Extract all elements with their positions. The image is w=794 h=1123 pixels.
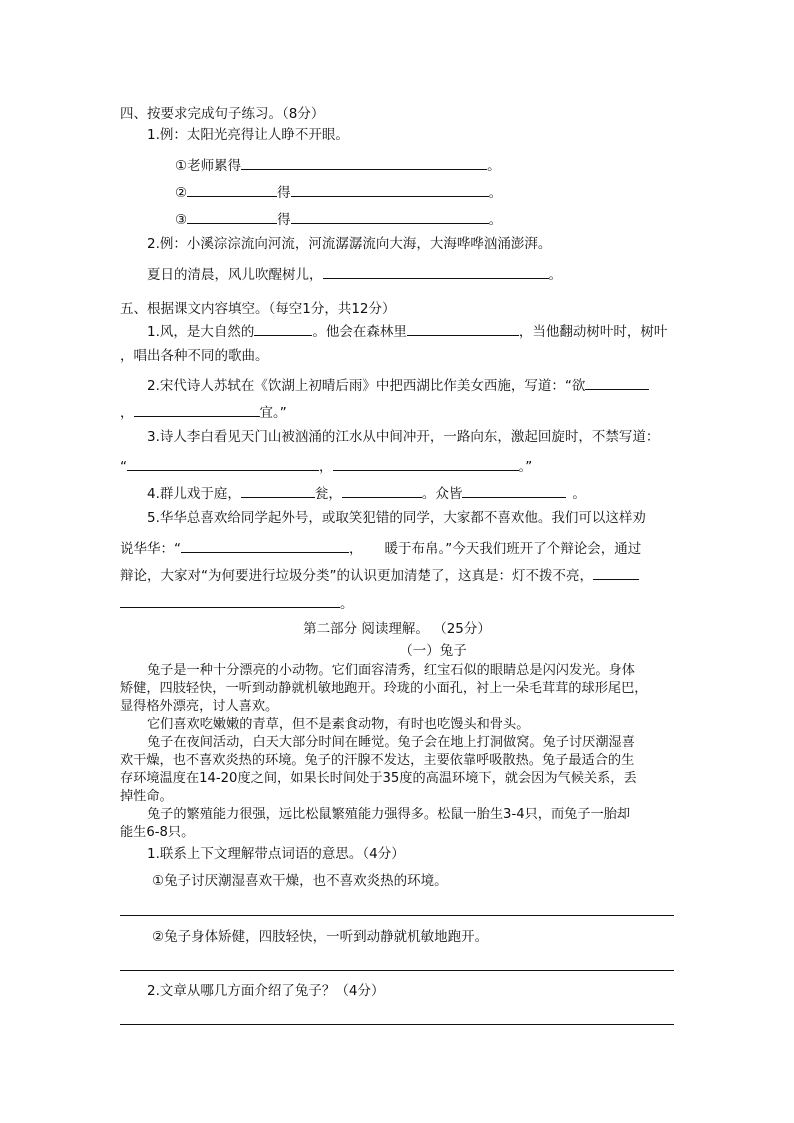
section4-q1-line-c <box>175 208 502 229</box>
q5-3-text-a: “ <box>120 459 127 475</box>
q5-4-text-a: 4.群儿戏于庭， <box>147 486 241 502</box>
answer-line-q1a[interactable] <box>120 915 674 916</box>
passage-para2-line1: 它们喜欢吃嫩嫩的青草，但不是素食动物，有时也吃馒头和骨头。 <box>147 717 530 732</box>
passage-para4-line1: 兔子的繁殖能力很强，远比松鼠繁殖能力强得多。松鼠一胎生3-4只，而兔子一胎却 <box>147 807 631 822</box>
q5-1-text-a: 1.风，是大自然的 <box>147 324 255 340</box>
section4-q1-line-a <box>175 154 501 175</box>
section5-q4-line <box>147 482 586 503</box>
q1c-number: ③ <box>175 212 188 228</box>
passage-para1-line3: 显得格外漂亮，讨人喜欢。 <box>120 699 279 714</box>
part2-heading: 第二部分 阅读理解。 （25分） <box>303 621 491 637</box>
section5-q1-line1 <box>147 320 667 341</box>
blank-q4-1c-result[interactable] <box>291 208 489 224</box>
passage-title: （一）兔子 <box>399 643 467 659</box>
q5-4-text-c: 。众皆 <box>421 486 463 502</box>
q5-5-text-c: 暖于布帛。”今天我们班开了个辩论会，通过 <box>384 541 642 557</box>
q2-prompt: 夏日的清晨，风儿吹醒树儿， <box>147 267 323 283</box>
q5-5-text-b: ， <box>349 541 363 557</box>
q5-3-text-c: 。” <box>518 459 533 475</box>
section5-q1-line2: ，唱出各种不同的歌曲。 <box>120 348 269 364</box>
q1b-period: 。 <box>488 185 503 201</box>
section4-q2-line <box>147 263 562 284</box>
passage-para3-line2: 欢干燥，也不喜欢炎热的环境。兔子的汗腺不发达，主要依靠呼吸散热。兔子最适合的生 <box>120 753 635 768</box>
blank-q4-2[interactable] <box>323 263 549 279</box>
q5-3-text-b: ， <box>319 459 333 475</box>
q5-4-text-d: 。 <box>572 486 586 502</box>
blank-q5-4c[interactable] <box>462 482 566 498</box>
blank-q5-3a[interactable] <box>127 455 319 471</box>
section5-q2-line2 <box>120 401 287 422</box>
section4-heading: 四、按要求完成句子练习。（8分） <box>120 106 325 122</box>
section5-q3-line2 <box>120 455 532 476</box>
section5-q2-line1 <box>147 374 649 395</box>
section5-q5-line2 <box>120 537 641 558</box>
q5-2-text-a: 2.宋代诗人苏轼在《饮湖上初晴后雨》中把西湖比作美女西施，写道：“欲 <box>147 378 586 394</box>
q1a-prompt: ①老师累得 <box>175 158 242 174</box>
blank-q5-4b[interactable] <box>342 482 422 498</box>
q5-5-text-d: 辩论，大家对“为何要进行垃圾分类”的认识更加清楚了，这真是：灯不拨不亮， <box>120 568 593 584</box>
blank-q4-1c-subject[interactable] <box>187 208 277 224</box>
blank-q5-4a[interactable] <box>241 482 315 498</box>
blank-q5-2a[interactable] <box>585 374 649 390</box>
q2-period: 。 <box>548 267 562 283</box>
q5-2-text-b: ， <box>120 405 134 421</box>
blank-q5-5c[interactable] <box>120 592 340 608</box>
blank-q5-5a[interactable] <box>181 537 349 553</box>
q1c-period: 。 <box>488 212 503 228</box>
section5-q3-line1: 3.诗人李白看见天门山被汹涌的江水从中间冲开，一路向东，激起回旋时，不禁写道： <box>147 429 660 445</box>
reading-q1: 1.联系上下文理解带点词语的意思。（4分） <box>147 846 405 862</box>
q5-5-text-e: 。 <box>340 596 354 612</box>
section5-q5-line1: 5.华华总喜欢给同学起外号，或取笑犯错的同学，大家都不喜欢他。我们可以这样劝 <box>147 510 646 526</box>
blank-q4-1b-result[interactable] <box>291 181 489 197</box>
passage-para3-line3: 存环境温度在14-20度之间，如果长时间处于35度的高温环境下，就会因为气候关系，丢 <box>120 771 637 786</box>
section4-q2-example: 2.例：小溪淙淙流向河流，河流潺潺流向大海，大海哗哗汹涌澎湃。 <box>147 236 552 252</box>
passage-para3-line1: 兔子在夜间活动，白天大部分时间在睡觉。兔子会在地上打洞做窝。兔子讨厌潮湿喜 <box>147 735 635 750</box>
q1b-number: ② <box>175 185 188 201</box>
reading-q1-a: ①兔子讨厌潮湿喜欢干燥，也不喜欢炎热的环境。 <box>152 873 448 889</box>
blank-q5-5b[interactable] <box>593 564 639 580</box>
blank-q4-1a[interactable] <box>241 154 487 170</box>
section5-q5-line4 <box>120 592 354 613</box>
blank-q4-1b-subject[interactable] <box>187 181 277 197</box>
q1a-period: 。 <box>487 158 501 174</box>
q1b-de: 得 <box>277 185 291 201</box>
section4-q1-example: 1.例：太阳光亮得让人睁不开眼。 <box>147 127 349 143</box>
section5-heading: 五、根据课文内容填空。（每空1分，共12分） <box>120 301 396 317</box>
blank-q5-1a[interactable] <box>254 320 312 336</box>
section5-q5-line3 <box>120 564 639 585</box>
q5-1-text-c: ，当他翻动树叶时，树叶 <box>518 324 668 340</box>
passage-para1-line1: 兔子是一种十分漂亮的小动物。它们面容清秀，红宝石似的眼睛总是闪闪发光。身体 <box>147 663 635 678</box>
q1c-de: 得 <box>277 212 291 228</box>
reading-q2: 2.文章从哪几方面介绍了兔子？（4分） <box>147 983 385 999</box>
reading-q1-b: ②兔子身体矫健，四肢轻快，一听到动静就机敏地跑开。 <box>152 929 489 945</box>
passage-para4-line2: 能生6-8只。 <box>120 825 195 840</box>
q5-5-text-a: 说华华：“ <box>120 541 181 557</box>
answer-line-q1b[interactable] <box>120 970 674 971</box>
q5-4-text-b: 瓮， <box>314 486 342 502</box>
q5-1-text-b: 。他会在森林里 <box>312 324 407 340</box>
passage-para3-line4: 掉性命。 <box>120 789 173 804</box>
blank-q5-3b[interactable] <box>333 455 519 471</box>
answer-line-q2[interactable] <box>120 1024 674 1025</box>
q5-2-text-c: 宜。” <box>259 405 287 421</box>
passage-para1-line2: 矫健，四肢轻快，一听到动静就机敏地跑开。玲珑的小面孔，衬上一朵毛茸茸的球形尾巴， <box>120 681 648 696</box>
blank-q5-2b[interactable] <box>134 401 260 417</box>
blank-q5-1b[interactable] <box>407 320 519 336</box>
section4-q1-line-b <box>175 181 502 202</box>
